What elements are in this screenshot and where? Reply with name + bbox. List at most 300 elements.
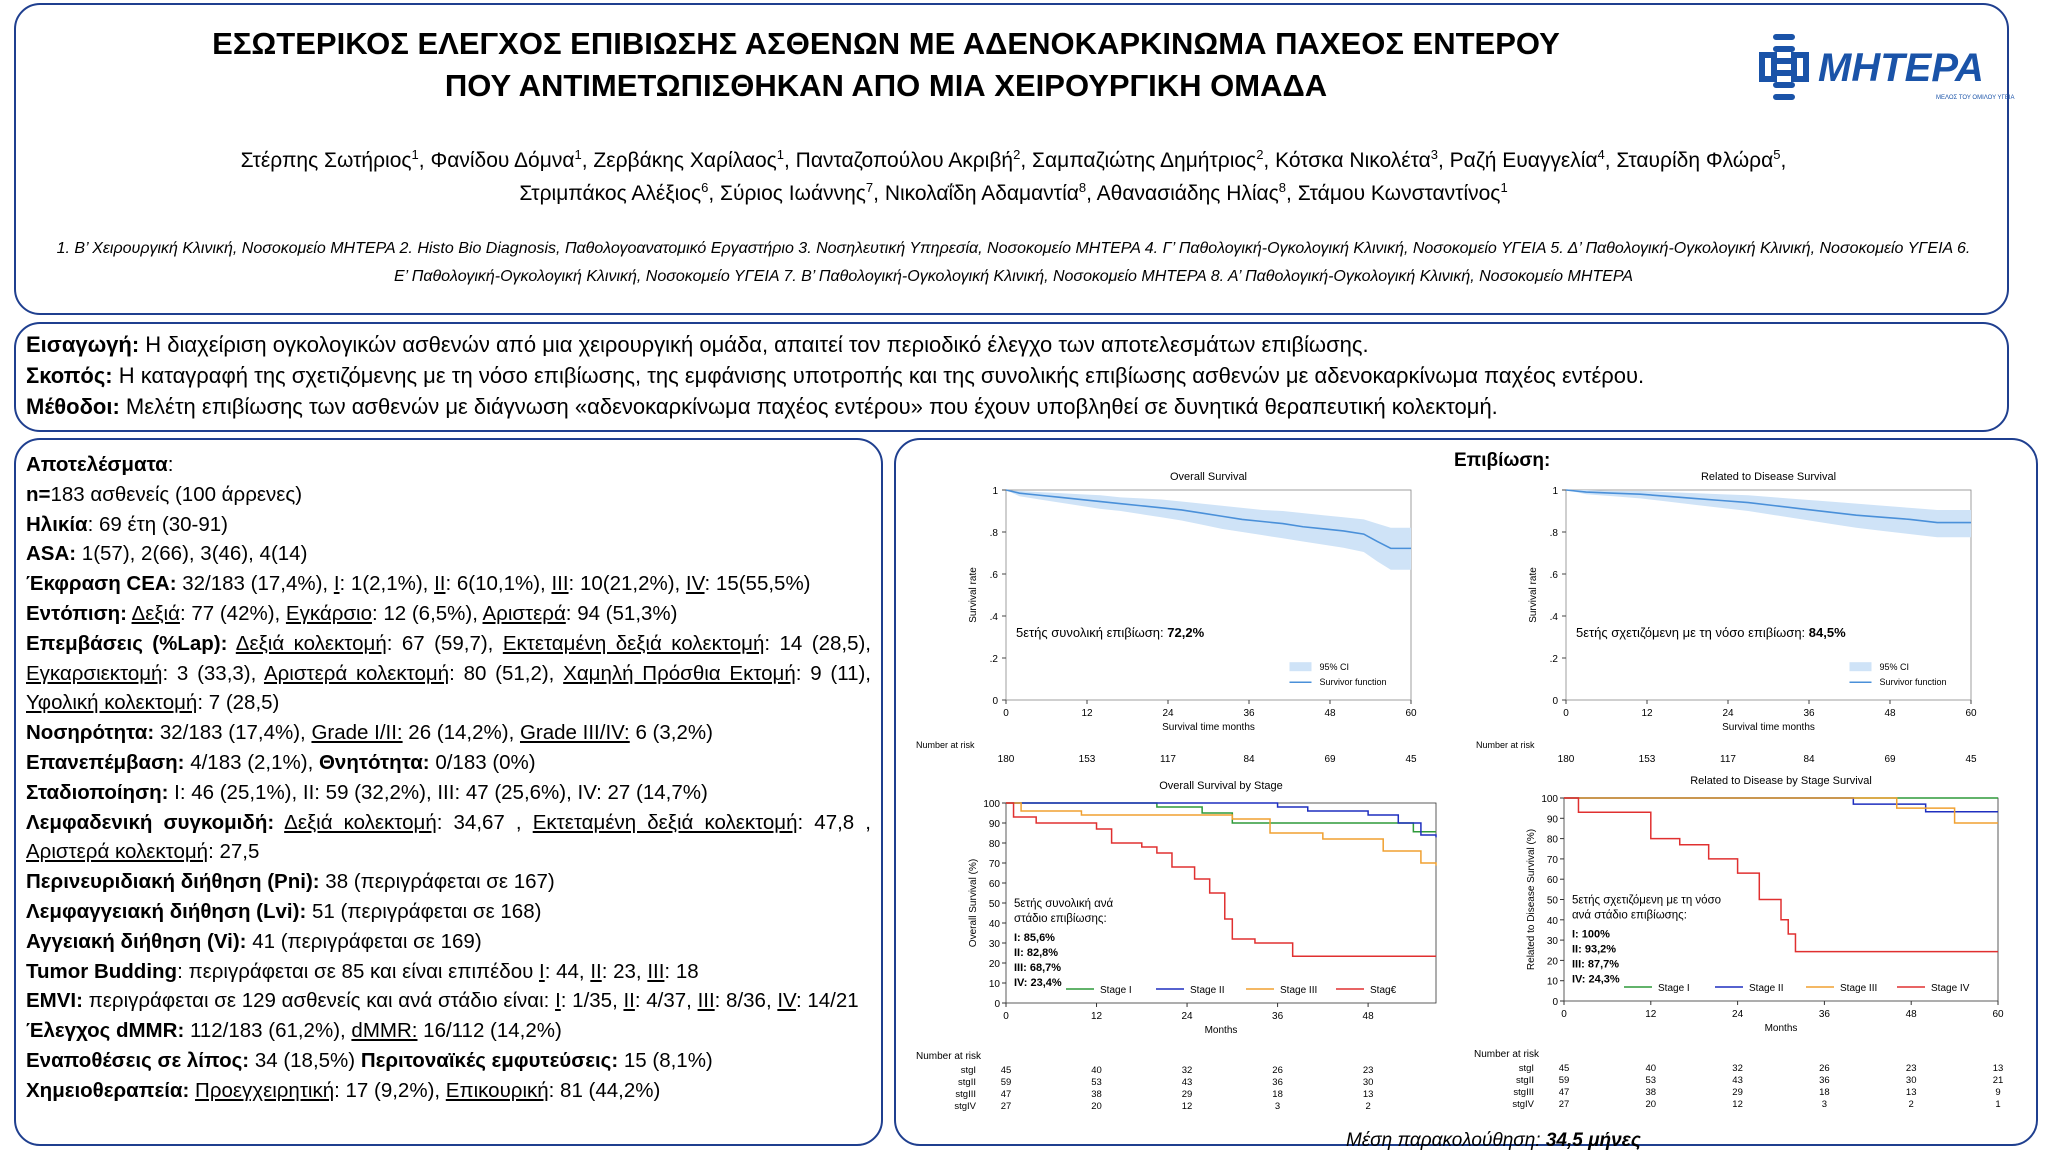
author-name: Σταυρίδη Φλώρα: [1616, 149, 1774, 172]
author-affiliation-number: 8: [1278, 180, 1287, 195]
risk-row-label: stgI: [960, 1065, 976, 1076]
stage-label: Σταδιοποίηση:: [26, 780, 169, 804]
risk-value: 153: [1078, 754, 1096, 765]
confidence-band: [1006, 490, 1411, 570]
plain-text: : 7 (28,5): [197, 691, 280, 715]
plain-text: 112/183 (61,2%),: [184, 1019, 352, 1043]
underlined-term: I: [539, 959, 545, 983]
chart-title: Overall Survival: [1169, 471, 1248, 483]
cea-label: Έκφραση CEA:: [26, 572, 177, 596]
x-tick-label: 48: [1324, 708, 1336, 719]
logo-subtext: ΜΕΛΟΣ ΤΟΥ ΟΜΙΛΟΥ ΥΓΕΙΑ: [1936, 95, 2015, 101]
y-tick-label: 30: [988, 939, 1000, 950]
author-name: Αθανασιάδης Ηλίας: [1096, 182, 1279, 205]
intro-label: Εισαγωγή:: [26, 332, 140, 357]
risk-value: 84: [1243, 754, 1255, 765]
risk-value: 32: [1732, 1063, 1743, 1074]
risk-value: 12: [1181, 1101, 1193, 1112]
plain-text: : 81 (44,2%): [548, 1078, 661, 1102]
author-separator: ,: [1438, 149, 1450, 172]
dmmr-label: Έλεγχος dMMR:: [26, 1019, 185, 1043]
author-separator: ,: [708, 182, 721, 205]
annotation-line: 5ετής σχετιζόμενη με τη νόσο: [1572, 894, 1722, 907]
y-tick-label: 30: [1546, 936, 1558, 948]
risk-value: 53: [1091, 1077, 1102, 1088]
author-affiliation-number: 1: [776, 147, 784, 162]
results-panel: [14, 438, 883, 1146]
plain-text: : περιγράφεται σε 85 και είναι επιπέδου: [177, 959, 540, 983]
annotation-prefix: 5ετής σχετιζόμενη με τη νόσο επιβίωση:: [1576, 625, 1809, 640]
km-line-stage-iii: [1564, 798, 1998, 823]
y-tick-label: 40: [1546, 915, 1558, 927]
risk-value: 36: [1272, 1077, 1283, 1088]
plain-text: 16/112 (14,2%): [417, 1019, 562, 1043]
overall-survival-chart: [916, 460, 1436, 765]
annotation-value: 72,2%: [1167, 625, 1205, 640]
risk-value: 13: [1362, 1089, 1374, 1100]
author-affiliation-number: 2: [1256, 147, 1264, 162]
plain-text: : 47,8 ,: [797, 810, 871, 834]
lipo-text: 34 (18,5%): [249, 1048, 361, 1072]
intro-line: [26, 332, 1369, 358]
km-line-stage-ii: [1006, 803, 1436, 837]
author-affiliation-number: 6: [701, 180, 709, 195]
underlined-term: Δεξιά κολεκτομή: [235, 631, 387, 655]
survival-annotation: [1576, 625, 1846, 640]
risk-value: 117: [1160, 754, 1176, 765]
author-separator: ,: [1020, 149, 1033, 172]
risk-value: 153: [1638, 754, 1656, 765]
underlined-term: Δεξιά κολεκτομή: [284, 810, 437, 834]
results-asa: [26, 539, 871, 569]
x-tick-label: 12: [1090, 1011, 1103, 1022]
results-text: [26, 450, 871, 1106]
annotation-line: ανά στάδιο επιβίωσης:: [1572, 909, 1687, 922]
risk-value: 43: [1732, 1075, 1743, 1086]
plain-text: [227, 632, 235, 655]
x-axis-label: Months: [1204, 1025, 1238, 1036]
loc-parts: [127, 602, 678, 625]
aim-line: [26, 363, 1644, 389]
risk-row-label: stgIII: [955, 1089, 976, 1100]
y-tick-label: 60: [1546, 875, 1558, 887]
risk-value: 45: [1000, 1065, 1012, 1076]
x-tick-label: 0: [1563, 708, 1569, 719]
mitera-logo-icon: [1756, 27, 2016, 107]
x-tick-label: 48: [1884, 708, 1896, 719]
plain-text: : 44,: [544, 959, 591, 983]
author-affiliation-number: 1: [1500, 180, 1508, 195]
underlined-term: Δεξιά: [131, 601, 180, 625]
risk-value: 9: [1995, 1087, 2001, 1098]
results-heading: [26, 450, 871, 480]
plain-text: : 9 (11),: [795, 661, 872, 685]
risk-row-label: stgII: [958, 1077, 976, 1088]
overall-survival-by-stage-chart: [906, 780, 1446, 1125]
y-tick-label: 90: [1546, 814, 1558, 826]
risk-value: 27: [1000, 1101, 1012, 1112]
annotation-prefix: 5ετής συνολική επιβίωση:: [1016, 625, 1168, 640]
plain-text: 32/183 (17,4%),: [154, 721, 312, 745]
results-deposits: [26, 1046, 871, 1076]
mitera-logo: [1756, 27, 2016, 107]
plain-text: 32/183 (17,4%),: [176, 572, 334, 596]
results-procedures: [26, 629, 871, 718]
mort-text: 0/183 (0%): [429, 750, 536, 774]
author-affiliation-number: 7: [865, 180, 874, 195]
risk-value: 30: [1905, 1075, 1917, 1086]
annotation-value: I: 100%: [1572, 928, 1610, 941]
lvi-label: Λεμφαγγειακή διήθηση (Lvi):: [26, 899, 307, 923]
methods-text: Μελέτη επιβίωσης των ασθενών με διάγνωση «αδενοκαρκίνωμα παχέος εντέρου» που έχουν υποβληθεί σε δυνητικά θεραπευτική κολεκτομή.: [119, 394, 1498, 419]
risk-table-label: Number at risk: [1476, 740, 1535, 750]
plain-text: : 14/21: [795, 989, 859, 1013]
risk-value: 1: [1995, 1099, 2001, 1110]
y-tick-label: 1: [992, 486, 998, 497]
plain-text: : 23,: [601, 959, 648, 983]
plain-text: : 67 (59,7),: [386, 631, 503, 655]
annotation-line: στάδιο επιβίωσης:: [1014, 913, 1107, 925]
y-tick-label: .8: [989, 528, 998, 539]
emvi-label: EMVI:: [26, 989, 83, 1013]
author-separator: ,: [1263, 149, 1276, 172]
risk-value: 29: [1732, 1087, 1743, 1098]
survival-heading: Επιβίωση:: [1454, 450, 1551, 471]
y-tick-label: .6: [989, 570, 998, 581]
risk-table-label: Number at risk: [916, 1051, 982, 1062]
underlined-term: Εκτεταμένη δεξιά κολεκτομή: [502, 631, 765, 655]
confidence-band: [1566, 490, 1971, 537]
methods-label: Μέθοδοι:: [26, 394, 120, 419]
risk-value: 45: [1558, 1063, 1570, 1074]
risk-value: 59: [1558, 1075, 1570, 1086]
x-tick-label: 48: [1362, 1011, 1374, 1022]
results-heading-label: Αποτελέσματα: [26, 453, 168, 476]
legend-line-label: Survivor function: [1319, 677, 1387, 688]
risk-row-label: stgIV: [1512, 1099, 1534, 1110]
author-name: Κότσκα Νικολέτα: [1275, 149, 1431, 172]
plain-text: : 27,5: [208, 840, 260, 864]
affiliations: 1. Β’ Χειρουργική Κλινική, Νοσοκομείο ΜΗΤΕΡΑ 2. Histo Bio Diagnosis, Παθολογοανατομικό Εργαστήριο 3. Νοσηλευτική Υπηρεσία, Νοσοκομείο ΜΗΤΕΡΑ 4. Γ’ Παθολογική-Ογκολογική Κλινική, Νοσοκομείο ΥΓΕΙΑ 5. Δ’ Παθολογική-Ογκολογική Κλινική, Νοσοκομείο ΥΓΕΙΑ 6. Ε’ Παθολογική-Ογκολογική Κλινική, Νοσοκομείο ΥΓΕΙΑ 7. Β’ Παθολογική-Ογκολογική Κλινική, Νοσοκομείο ΜΗΤΕΡΑ 8. Α’ Παθολογική-Ογκολογική Κλινική, Νοσοκομείο ΜΗΤΕΡΑ: [56, 240, 1971, 285]
underlined-term: III: [697, 989, 715, 1013]
annotation-value: II: 82,8%: [1014, 947, 1059, 959]
intro-panel: [14, 322, 2009, 432]
underlined-term: I: [555, 989, 561, 1013]
y-tick-label: 70: [1546, 854, 1558, 866]
risk-value: 43: [1181, 1077, 1193, 1088]
y-tick-label: 0: [1552, 997, 1558, 1008]
aim-text: Η καταγραφή της σχετιζόμενης με τη νόσο επιβίωσης, της εμφάνισης υποτροπής και της συνολικής επιβίωσης ασθενών με αδενοκαρκίνωμα παχέος εντέρου.: [112, 363, 1645, 388]
plain-text: : 17 (9,2%),: [334, 1078, 446, 1102]
legend-label: Stage II: [1190, 985, 1225, 996]
underlined-term: II: [623, 989, 635, 1013]
author-separator: ,: [418, 149, 431, 172]
underlined-term: Χαμηλή Πρόσθια Εκτομή: [563, 661, 796, 685]
plain-text: : 12 (6,5%),: [371, 601, 483, 625]
results-pni: [26, 867, 871, 897]
y-tick-label: .4: [1549, 612, 1558, 623]
results-n: [26, 480, 871, 510]
author-separator: ,: [1780, 149, 1787, 172]
y-tick-label: 40: [988, 919, 1000, 930]
y-axis-label: Survival rate: [968, 567, 979, 623]
results-location: [26, 599, 871, 629]
x-tick-label: 12: [1641, 708, 1653, 719]
x-axis-label: Months: [1764, 1023, 1798, 1034]
plain-text: : 15(55,5%): [704, 572, 811, 596]
risk-value: 69: [1884, 754, 1896, 765]
survival-panel: [894, 438, 2038, 1151]
plain-text: : 4/37,: [634, 989, 698, 1013]
legend-label: Stage I: [1100, 985, 1132, 996]
asa-text: 1(57), 2(66), 3(46), 4(14): [76, 542, 308, 566]
underlined-term: II: [434, 572, 446, 596]
author-separator: ,: [1604, 149, 1617, 172]
morb-label: Νοσηρότητα:: [26, 721, 155, 745]
tb-parts: [177, 960, 699, 983]
y-tick-label: 100: [983, 799, 1000, 810]
survival-annotation: [1016, 625, 1205, 640]
underlined-term: IV: [777, 989, 796, 1013]
results-morbidity: [26, 718, 871, 748]
y-tick-label: 90: [988, 819, 1000, 830]
plain-text: : 94 (51,3%): [565, 601, 678, 625]
x-tick-label: 24: [1162, 708, 1174, 719]
underlined-term: Επικουρική: [445, 1078, 549, 1102]
results-heading-colon: :: [167, 453, 174, 476]
y-tick-label: 0: [992, 696, 998, 707]
underlined-term: IV: [685, 572, 705, 596]
author-name: Σαμπαζιώτης Δημήτριος: [1032, 149, 1257, 172]
risk-value: 30: [1362, 1077, 1374, 1088]
results-emvi: [26, 986, 871, 1016]
results-reoperation: [26, 748, 871, 778]
risk-value: 53: [1645, 1075, 1657, 1086]
plain-text: περιγράφεται σε 129 ασθενείς και ανά στάδιο είναι:: [82, 989, 556, 1013]
legend-label: Stage IV: [1931, 983, 1970, 994]
author-name: Ζερβάκης Χαρίλαος: [593, 149, 777, 172]
author-name: Σύριος Ιωάννης: [720, 182, 866, 205]
perit-text: 15 (8,1%): [618, 1048, 713, 1072]
y-tick-label: .4: [989, 612, 998, 623]
asa-label: ASA:: [26, 542, 77, 566]
author-affiliation-number: 1: [411, 147, 419, 162]
risk-table-label: Number at risk: [916, 740, 975, 750]
x-tick-label: 24: [1732, 1009, 1744, 1020]
annotation-line: 5ετής συνολική ανά: [1014, 898, 1114, 910]
y-tick-label: 20: [1546, 956, 1558, 968]
legend-ci-label: 95% CI: [1319, 662, 1350, 673]
annotation-value: 84,5%: [1808, 625, 1846, 640]
legend-label: Stage III: [1840, 983, 1878, 994]
risk-value: 40: [1091, 1065, 1102, 1076]
km-line-stage-ii: [1564, 798, 1998, 812]
pni-text: 38 (περιγράφεται σε 167): [319, 870, 555, 894]
logo-text: ΜΗΤΕΡΑ: [1818, 46, 1984, 90]
chemo-parts: [189, 1079, 660, 1102]
x-tick-label: 36: [1243, 708, 1255, 719]
proc-label: Επεμβάσεις (%Lap):: [26, 631, 228, 655]
results-staging: [26, 778, 871, 808]
x-tick-label: 36: [1272, 1011, 1284, 1022]
poster-title-line-2: ΠΟΥ ΑΝΤΙΜΕΤΩΠΙΣΘΗΚΑΝ ΑΠΟ ΜΙΑ ΧΕΙΡΟΥΡΓΙΚΗ ΟΜΑΔΑ: [444, 68, 1328, 103]
author-affiliation-number: 8: [1078, 180, 1087, 195]
y-axis-label: Overall Survival (%): [968, 858, 979, 948]
vi-text: 41 (περιγράφεται σε 169): [246, 929, 482, 953]
x-tick-label: 48: [1905, 1009, 1917, 1020]
risk-value: 69: [1324, 754, 1336, 765]
y-tick-label: 80: [988, 839, 1000, 850]
y-tick-label: 50: [988, 899, 1000, 910]
underlined-term: II: [590, 959, 602, 983]
risk-value: 59: [1000, 1077, 1012, 1088]
underlined-term: Αριστερά: [482, 601, 566, 625]
plain-text: : 34,67 ,: [436, 810, 533, 834]
risk-value: 38: [1091, 1089, 1102, 1100]
risk-value: 45: [1405, 754, 1417, 765]
x-tick-label: 24: [1181, 1011, 1193, 1022]
vi-label: Αγγειακή διήθηση (Vi):: [26, 929, 247, 953]
x-tick-label: 12: [1081, 708, 1093, 719]
underlined-term: Grade I/II:: [311, 721, 403, 745]
plain-text: : 77 (42%),: [179, 601, 286, 625]
underlined-term: Υφολική κολεκτομή: [26, 691, 198, 715]
author-separator: ,: [581, 149, 594, 172]
x-tick-label: 36: [1818, 1009, 1830, 1020]
x-tick-label: 12: [1645, 1009, 1657, 1020]
x-tick-label: 60: [1965, 708, 1977, 719]
risk-value: 18: [1819, 1087, 1830, 1098]
x-tick-label: 60: [1992, 1009, 2004, 1020]
underlined-term: Αριστερά κολεκτομή: [26, 840, 209, 864]
results-lymph: [26, 808, 871, 868]
lvi-text: 51 (περιγράφεται σε 168): [306, 899, 542, 923]
legend-ci-swatch: [1290, 662, 1312, 671]
risk-row-label: stgI: [1518, 1063, 1534, 1074]
annotation-value: III: 68,7%: [1014, 962, 1062, 974]
author-name: Πανταζοπούλου Ακριβή: [795, 149, 1014, 172]
annotation-value: IV: 23,4%: [1014, 977, 1062, 989]
y-tick-label: 0: [994, 999, 1000, 1010]
risk-row-label: stgIII: [1513, 1087, 1534, 1098]
y-tick-label: .6: [1549, 570, 1558, 581]
risk-value: 20: [1645, 1099, 1657, 1110]
y-tick-label: 20: [988, 959, 1000, 970]
emvi-parts: [83, 989, 859, 1012]
plain-text: : 18: [664, 959, 699, 983]
risk-value: 40: [1645, 1063, 1657, 1074]
plain-text: : 14 (28,5),: [764, 631, 871, 655]
header-panel: [14, 3, 2015, 315]
results-chemo: [26, 1076, 871, 1106]
results-tumor-budding: [26, 957, 871, 987]
age-label: Ηλικία: [26, 512, 88, 536]
annotation-value: III: 87,7%: [1572, 958, 1620, 971]
author-name: Ραζή Ευαγγελία: [1449, 149, 1598, 172]
plain-text: : 80 (51,2),: [449, 661, 564, 685]
km-line-stage-i: [1006, 803, 1436, 832]
underlined-term: Αριστερά κολεκτομή: [263, 661, 450, 685]
y-tick-label: 100: [1541, 794, 1558, 805]
underlined-term: Προεγχειρητική: [195, 1078, 335, 1102]
underlined-term: Grade III/IV:: [519, 721, 630, 745]
loc-label: Εντόπιση:: [26, 601, 127, 625]
risk-value: 180: [997, 754, 1015, 765]
legend-ci-label: 95% CI: [1879, 662, 1910, 673]
plain-text: : 1(2,1%),: [339, 572, 435, 596]
intro-text: Η διαχείριση ογκολογικών ασθενών από μια χειρουργική ομάδα, απαιτεί τον περιοδικό έλεγχο των αποτελεσμάτων επιβίωσης.: [139, 332, 1369, 357]
dmmr-parts: [184, 1019, 562, 1042]
author-name: Στέρπης Σωτήριος: [240, 149, 412, 172]
plain-text: [274, 811, 284, 834]
underlined-term: Εκτεταμένη δεξιά κολεκτομή: [532, 810, 798, 834]
y-tick-label: 1: [1552, 486, 1558, 497]
lymph-label: Λεμφαδενική συγκομιδή:: [26, 810, 275, 834]
legend-label: Stag€: [1370, 985, 1397, 996]
risk-value: 36: [1819, 1075, 1830, 1086]
risk-value: 180: [1557, 754, 1575, 765]
annotation-value: I: 85,6%: [1014, 932, 1055, 944]
methods-line: [26, 394, 1498, 420]
underlined-term: I: [333, 572, 340, 596]
disease-survival-by-stage-chart: [1458, 775, 2018, 1125]
legend-ci-swatch: [1850, 662, 1872, 671]
underlined-term: Εγκάρσιο: [285, 601, 372, 625]
legend-label: Stage II: [1749, 983, 1784, 994]
risk-value: 2: [1908, 1099, 1914, 1110]
reop-label: Επανεπέμβαση:: [26, 750, 185, 774]
risk-value: 23: [1905, 1063, 1917, 1074]
author-affiliation-number: 1: [574, 147, 582, 162]
underlined-term: III: [647, 959, 665, 983]
underlined-term: Εγκαρσιεκτομή: [26, 661, 163, 685]
follow-label: Μέση παρακολούθηση:: [1346, 1130, 1546, 1151]
risk-value: 2: [1365, 1101, 1371, 1112]
plain-text: 26 (14,2%),: [402, 721, 520, 745]
poster-title-line-1: ΕΣΩΤΕΡΙΚΟΣ ΕΛΕΓΧΟΣ ΕΠΙΒΙΩΣΗΣ ΑΣΘΕΝΩΝ ΜΕ ΑΔΕΝΟΚΑΡΚΙΝΩΜΑ ΠΑΧΕΟΣ ΕΝΤΕΡΟΥ: [212, 26, 1560, 61]
risk-row-label: stgIV: [954, 1101, 976, 1112]
plain-text: : 8/36,: [714, 989, 778, 1013]
risk-value: 84: [1803, 754, 1815, 765]
underlined-term: dMMR:: [351, 1019, 418, 1043]
x-tick-label: 60: [1405, 708, 1417, 719]
lipo-label: Εναποθέσεις σε λίπος:: [26, 1048, 250, 1072]
age-text: : 69 έτη (30-91): [87, 512, 228, 536]
n-text: 183 ασθενείς (100 άρρενες): [50, 482, 303, 506]
y-tick-label: 80: [1546, 834, 1558, 846]
morb-parts: [154, 721, 713, 744]
risk-value: 18: [1272, 1089, 1283, 1100]
y-tick-label: 60: [988, 879, 1000, 890]
risk-value: 23: [1362, 1065, 1374, 1076]
risk-value: 38: [1645, 1087, 1657, 1098]
chart-title: Related to Disease by Stage Survival: [1690, 775, 1872, 787]
annotation-value: IV: 24,3%: [1572, 973, 1620, 986]
author-affiliation-number: 4: [1597, 147, 1605, 162]
chart-title: Overall Survival by Stage: [1159, 780, 1283, 792]
results-lvi: [26, 897, 871, 927]
x-axis-label: Survival time months: [1162, 722, 1255, 733]
underlined-term: III: [551, 572, 569, 596]
plain-text: : 1/35,: [560, 989, 624, 1013]
follow-value: 34,5 μήνες: [1545, 1130, 1641, 1151]
plain-text: 6 (3,2%): [629, 721, 713, 745]
y-axis-label: Related to Disease Survival (%): [1526, 828, 1537, 971]
author-name: Στριμπάκος Αλέξιος: [519, 182, 702, 205]
risk-value: 26: [1819, 1063, 1830, 1074]
author-separator: ,: [1086, 182, 1097, 205]
pni-label: Περινευριδιακή διήθηση (Pni):: [26, 870, 320, 894]
